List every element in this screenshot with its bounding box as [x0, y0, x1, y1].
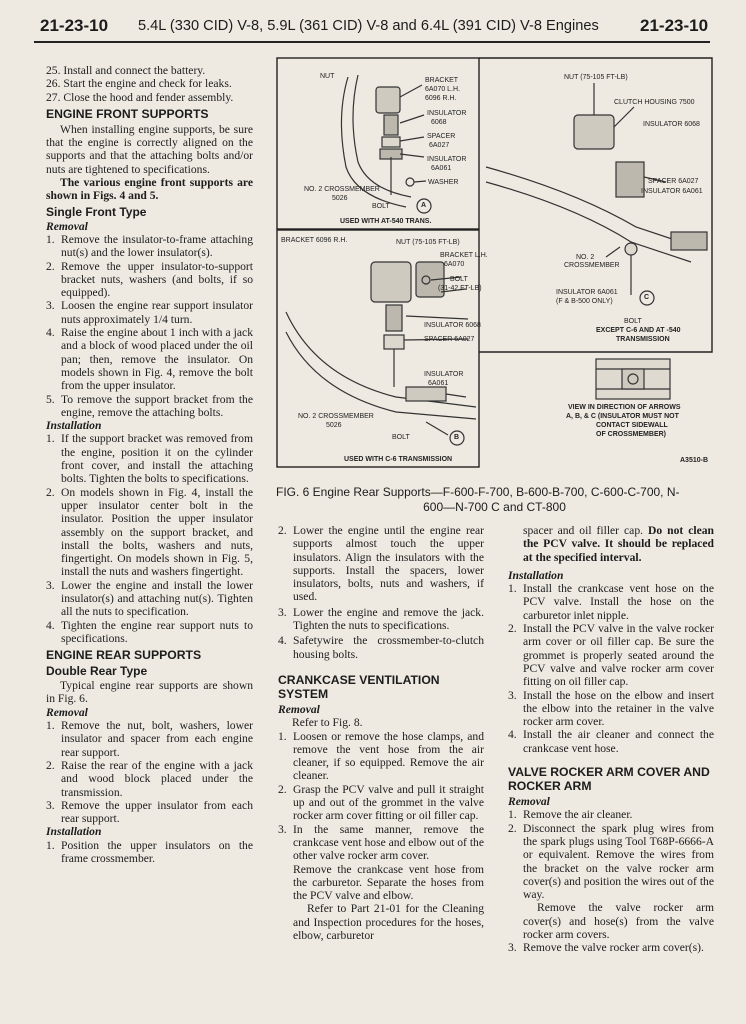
paragraph: Refer to Fig. 8.	[292, 716, 363, 730]
list-item: 3. Lower the engine and install the lower insulator(s) and attaching nut(s). Tighten all the nuts to specification.	[46, 578, 253, 619]
label: SPACER 6A027	[424, 336, 475, 343]
panel-a-caption: USED WITH AT-540 TRANS.	[340, 218, 432, 225]
list-item: 1. Position the upper insulators on the frame crossmember.	[46, 838, 253, 866]
column-1	[46, 64, 253, 865]
list-item: 2. Install the PCV valve in the valve rocker arm cover or oil filler cap. Be sure the grommet is properly seated around the PCV valve and valve rocker arm cover fitting on oil filler cap.	[508, 622, 714, 689]
list-item: 3. Lower the engine and remove the jack. Tighten the nuts to specifications.	[278, 605, 484, 633]
page-header	[0, 0, 746, 46]
removal-steps	[508, 808, 714, 901]
paragraph: Remove the valve rocker arm cover(s) and hose(s) from the valve rocker arm covers.	[523, 901, 714, 942]
label: 6068	[431, 119, 447, 126]
list-item: 2. Disconnect the spark plug wires from the spark plugs using Tool T68P-6666-A or equivalent. Remove the wires from the bracket on the valve rocker arm cover(s) and position the wires out of the way.	[508, 821, 714, 902]
view-note-line: CONTACT SIDEWALL	[596, 422, 668, 429]
list-item: 2. Remove the upper insulator-to-support bracket nuts, washers (and bolts, if so equipped).	[46, 259, 253, 300]
subheading-removal: Removal	[278, 702, 320, 716]
figure-caption-line1: FIG. 6 Engine Rear Supports—F-600-F-700, B-600-B-700, C-600-C-700, N-	[276, 485, 680, 499]
view-note-line: A, B, & C (INSULATOR MUST NOT	[566, 413, 679, 420]
removal-steps	[278, 730, 484, 863]
heading-double-rear-type: Double Rear Type	[46, 664, 148, 679]
list-item: 4. Raise the engine about 1 inch with a jack and a block of wood placed under the oil pan; then, remove the insulator. On models shown in Fig. 4, remove the bolt from the upper insulator.	[46, 326, 253, 393]
heading-single-front-type: Single Front Type	[46, 204, 147, 219]
subheading-installation: Installation	[46, 419, 102, 433]
label: SPACER 6A027	[648, 178, 699, 185]
figure-caption	[276, 485, 713, 515]
subheading-removal: Removal	[46, 705, 88, 719]
column-3	[508, 524, 714, 955]
list-item: 4. Install the air cleaner and connect the crankcase vent hose.	[508, 728, 714, 755]
list-item: 4. Tighten the engine rear support nuts to specifications.	[46, 618, 253, 645]
figure-code: A3510-B	[680, 457, 709, 464]
label: INSULATOR 6068	[643, 121, 700, 128]
label: BRACKET 6096 R.H.	[281, 237, 348, 244]
list-item: 3. In the same manner, remove the crankcase vent hose and elbow out of the other valve rocker arm cover.	[278, 822, 484, 863]
label: INSULATOR	[427, 110, 467, 117]
label: 6A061	[431, 165, 452, 172]
label: NO. 2 CROSSMEMBER	[298, 413, 374, 420]
label: WASHER	[428, 179, 459, 186]
list-item: 1. Remove the insulator-to-frame attaching nut(s) and the lower insulator(s).	[46, 232, 253, 260]
figure-engine-rear-supports	[276, 57, 713, 470]
list-item: 1. Loosen or remove the hose clamps, and remove the vent hose from the air cleaner, if so equipped. Remove the air cleaner.	[278, 729, 484, 783]
list-item: 2. Raise the rear of the engine with a jack and wood block placed under the transmission.	[46, 758, 253, 799]
label: 5026	[332, 195, 348, 202]
panel-b-caption: USED WITH C-6 TRANSMISSION	[344, 456, 453, 463]
list-item: 2. Lower the engine until the engine rear supports almost touch the upper insulators. Align the insulators with the supports. Install the spacers, lower insulators, bolts, nuts and washers, if used.	[278, 524, 484, 604]
paragraph: When installing engine supports, be sure that the engine is correctly aligned on the supports and that the attaching bolts and/or nuts are tightened to specifications.	[46, 122, 253, 176]
label: BOLT	[450, 276, 468, 283]
label: 6A070	[444, 261, 465, 268]
intro-line: 26. Start the engine and check for leaks.	[46, 77, 232, 91]
label: (31-42 FT-LB)	[438, 285, 482, 292]
list-item: 4. Safetywire the crossmember-to-clutch housing bolts.	[278, 634, 484, 661]
label: 6A027	[429, 142, 450, 149]
label: INSULATOR 6A061	[641, 188, 703, 195]
heading-crankcase-ventilation: CRANKCASE VENTILATION SYSTEM	[278, 672, 440, 701]
label: 6096 R.H.	[425, 95, 457, 102]
list-item: 1. Remove the air cleaner.	[508, 808, 633, 822]
callout-c: C	[644, 294, 650, 301]
installation-steps	[46, 432, 253, 645]
label: BRACKET L.H.	[440, 252, 488, 259]
list-item: 1. If the support bracket was removed from the engine, position it on the cylinder front cover, and install the attaching bolts. Tighten the bolts to specifications.	[46, 432, 253, 486]
label: (F & B-500 ONLY)	[556, 298, 613, 305]
paragraph: Refer to Part 21-01 for the Cleaning and Inspection procedures for the hoses, elbow, carburetor	[293, 902, 484, 943]
list-item: 3. Remove the valve rocker arm cover(s).	[508, 941, 704, 955]
paragraph: spacer and oil filler cap. Do not clean the PCV valve. It should be replaced at the specified interval.	[523, 524, 714, 564]
subheading-removal: Removal	[508, 795, 550, 809]
heading-engine-rear-supports: ENGINE REAR SUPPORTS	[46, 648, 202, 663]
list-item: 1. Remove the nut, bolt, washers, lower insulator and spacer from each engine rear support.	[46, 719, 253, 759]
label: INSULATOR	[424, 371, 464, 378]
callout-a: A	[421, 202, 427, 209]
label: BRACKET	[425, 77, 459, 84]
label: 6A070 L.H.	[425, 86, 461, 93]
list-item: 3. Loosen the engine rear support insulator nuts approximately 1/4 turn.	[46, 299, 253, 326]
callout-b: B	[454, 434, 460, 441]
removal-steps	[46, 719, 253, 825]
subheading-installation: Installation	[46, 825, 102, 839]
label: CROSSMEMBER	[564, 262, 620, 269]
intro-line: 25. Install and connect the battery.	[46, 64, 206, 77]
installation-steps	[46, 839, 253, 866]
panel-c-caption: EXCEPT C-6 AND AT -540	[596, 327, 681, 334]
heading-valve-rocker-arm-cover: VALVE ROCKER ARM COVER AND ROCKER ARM	[508, 765, 710, 794]
panel-c-caption: TRANSMISSION	[616, 336, 670, 343]
paragraph: Remove the crankcase vent hose from the carburetor. Separate the hoses from the PCV valve and elbow.	[293, 862, 484, 903]
list-item: 2. On models shown in Fig. 4, install the upper insulator center bolt in the insulator. Position the upper insulator assembly on the support bracket, and install the bolts, washers and nuts, fingertight. On models shown in Fig. 5, install the nuts and washers fingertight.	[46, 485, 253, 579]
label: NUT (75-105 FT-LB)	[564, 74, 628, 81]
label: NO. 2 CROSSMEMBER	[304, 186, 380, 193]
paragraph: The various engine front supports are shown in Figs. 4 and 5.	[46, 176, 253, 203]
label: INSULATOR 6A061	[556, 289, 618, 296]
page-number-left: 21-23-10	[40, 16, 109, 35]
removal-steps	[46, 233, 253, 419]
label: 5026	[326, 422, 342, 429]
intro-line: 27. Close the hood and fender assembly.	[46, 90, 234, 104]
page-number-right: 21-23-10	[640, 16, 709, 35]
view-note-line: OF CROSSMEMBER)	[596, 431, 666, 438]
heading-engine-front-supports: ENGINE FRONT SUPPORTS	[46, 106, 209, 121]
label: CLUTCH HOUSING 7500	[614, 99, 695, 106]
label: NUT (75-105 FT-LB)	[396, 239, 460, 246]
figure-caption-line2: 600—N-700 C and CT-800	[423, 500, 566, 514]
subheading-installation: Installation	[508, 568, 564, 582]
page-title: 5.4L (330 CID) V-8, 5.9L (361 CID) V-8 and 6.4L (391 CID) V-8 Engines	[138, 18, 599, 34]
label: INSULATOR	[427, 156, 467, 163]
label: NO. 2	[576, 254, 595, 261]
removal-steps	[508, 941, 714, 954]
label: 6A061	[428, 380, 449, 387]
label: INSULATOR 6068	[424, 322, 481, 329]
list-item: 5. To remove the support bracket from the engine, remove the attaching bolts.	[46, 392, 253, 419]
list-item: 3. Remove the upper insulator from each rear support.	[46, 798, 253, 826]
column-2	[278, 524, 484, 942]
label: BOLT	[392, 434, 410, 441]
label: BOLT	[372, 203, 390, 210]
label: SPACER	[427, 133, 456, 140]
list-item: 2. Grasp the PCV valve and pull it straight up and out of the grommet in the valve rocker arm cover fitting or oil filler cap.	[278, 782, 484, 823]
subheading-removal: Removal	[46, 219, 88, 233]
installation-steps	[278, 524, 484, 661]
installation-steps	[508, 582, 714, 755]
view-inset	[596, 359, 670, 399]
view-note-line: VIEW IN DIRECTION OF ARROWS	[568, 404, 681, 411]
list-item: 3. Install the hose on the elbow and insert the elbow into the retainer in the valve rocker arm cover.	[508, 688, 714, 729]
label: NUT	[320, 73, 335, 80]
label: BOLT	[624, 318, 642, 325]
paragraph: Typical engine rear supports are shown in Fig. 6.	[46, 679, 253, 706]
header-rule	[34, 41, 710, 43]
list-item: 1. Install the crankcase vent hose on the PCV valve. Install the hose on the carburetor inlet nipple.	[508, 582, 714, 622]
